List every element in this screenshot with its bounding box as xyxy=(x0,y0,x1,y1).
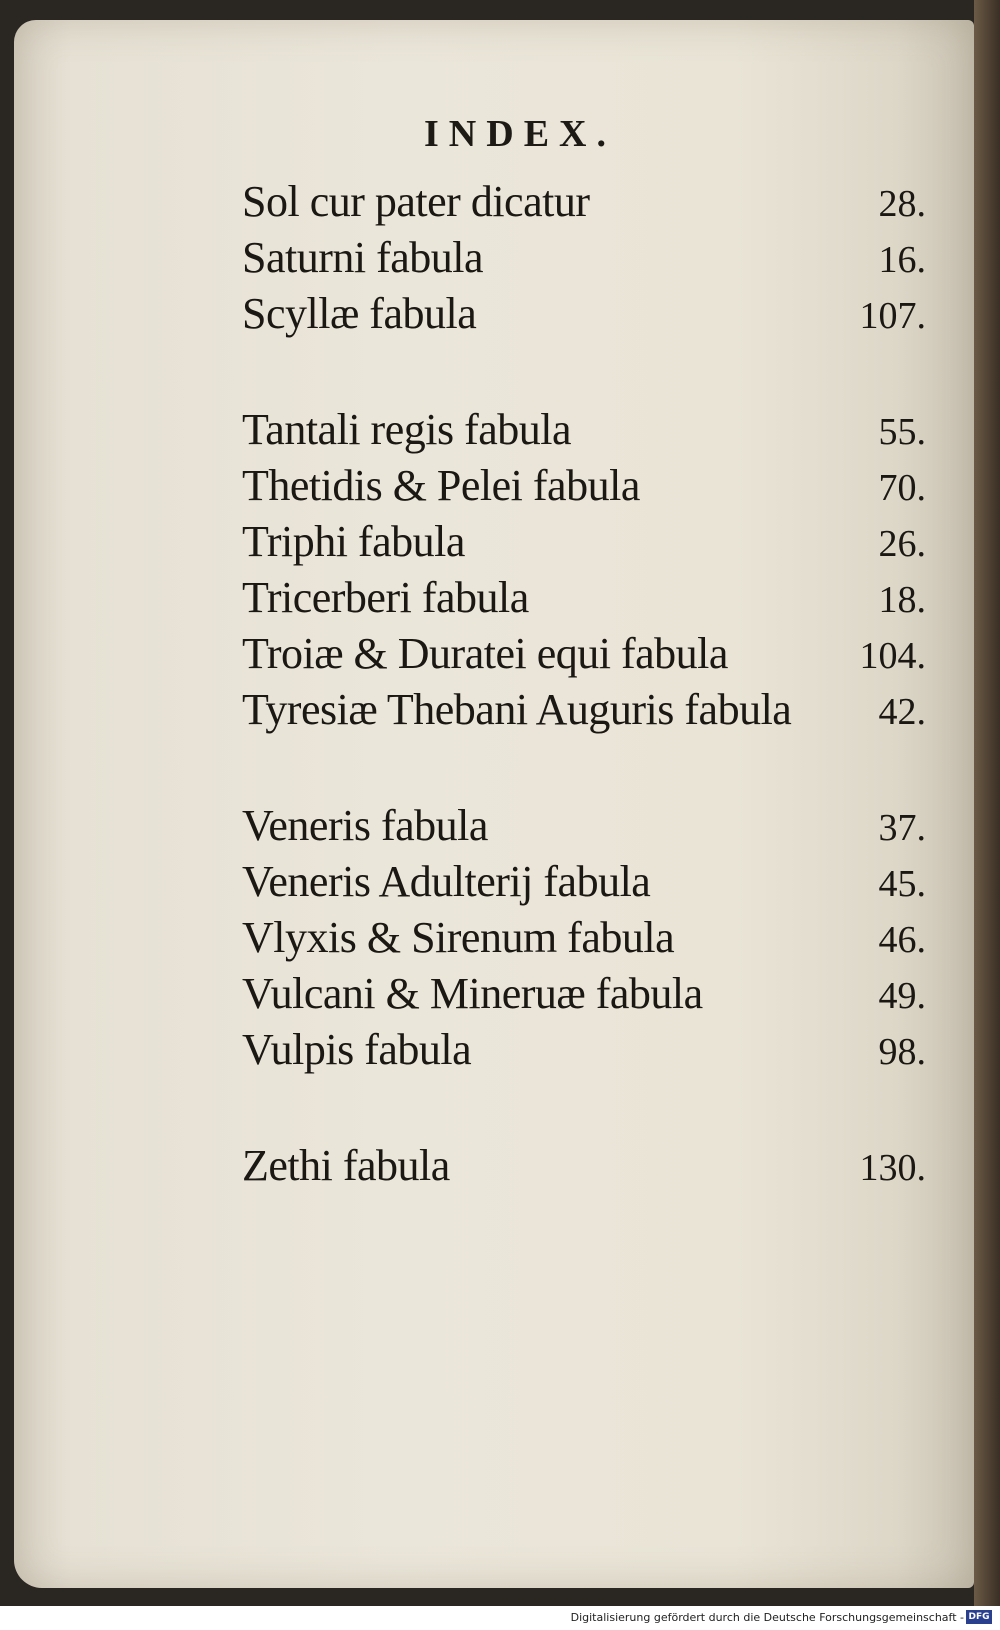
entry-page: 46. xyxy=(878,919,926,961)
entry-title: Tantali regis fabula xyxy=(242,405,572,454)
entry-page: 104. xyxy=(859,635,926,677)
entry-page: 55. xyxy=(878,411,926,453)
index-entry xyxy=(242,572,926,628)
index-entry xyxy=(242,684,926,740)
running-head: INDEX. xyxy=(424,113,616,155)
entry-page: 107. xyxy=(859,295,926,337)
index-entry xyxy=(242,176,926,232)
entry-title: Saturni fabula xyxy=(242,233,484,282)
entry-page: 45. xyxy=(878,863,926,905)
index-entry xyxy=(242,460,926,516)
entry-page: 130. xyxy=(859,1147,926,1189)
entry-title: Tricerberi fabula xyxy=(242,573,529,622)
dfg-logo-icon: DFG xyxy=(966,1610,992,1624)
entry-page: 49. xyxy=(878,975,926,1017)
entry-title: Veneris fabula xyxy=(242,801,488,850)
index-entry xyxy=(242,912,926,968)
index-entry xyxy=(242,968,926,1024)
entry-page: 28. xyxy=(878,183,926,225)
entry-title: Vulpis fabula xyxy=(242,1025,472,1074)
entry-title: Thetidis & Pelei fabula xyxy=(242,461,640,510)
entry-title: Zethi fabula xyxy=(242,1141,450,1190)
entry-title: Vulcani & Mineruæ fabula xyxy=(242,969,703,1018)
entry-title: Tyresiæ Thebani Auguris fabula xyxy=(242,685,792,734)
entry-page: 18. xyxy=(878,579,926,621)
entry-page: 26. xyxy=(878,523,926,565)
entry-title: Triphi fabula xyxy=(242,517,465,566)
entry-title: Troiæ & Duratei equi fabula xyxy=(242,629,728,678)
index-entry xyxy=(242,288,926,344)
index-entry xyxy=(242,800,926,856)
entry-page: 16. xyxy=(878,239,926,281)
entry-page: 70. xyxy=(878,467,926,509)
entry-page: 37. xyxy=(878,807,926,849)
entry-page: 42. xyxy=(878,691,926,733)
entry-title: Veneris Adulterij fabula xyxy=(242,857,651,906)
entry-title: Sol cur pater dicatur xyxy=(242,177,590,226)
index-entry xyxy=(242,1140,926,1196)
index-entry xyxy=(242,232,926,288)
index-entry xyxy=(242,628,926,684)
entry-page: 98. xyxy=(878,1031,926,1073)
index-entry xyxy=(242,404,926,460)
entry-title: Vlyxis & Sirenum fabula xyxy=(242,913,675,962)
index-entry xyxy=(242,516,926,572)
index-entry xyxy=(242,856,926,912)
footer-note: Digitalisierung gefördert durch die Deutsche Forschungsgemeinschaft - xyxy=(570,1611,964,1624)
index-entry xyxy=(242,1024,926,1080)
entry-title: Scyllæ fabula xyxy=(242,289,477,338)
